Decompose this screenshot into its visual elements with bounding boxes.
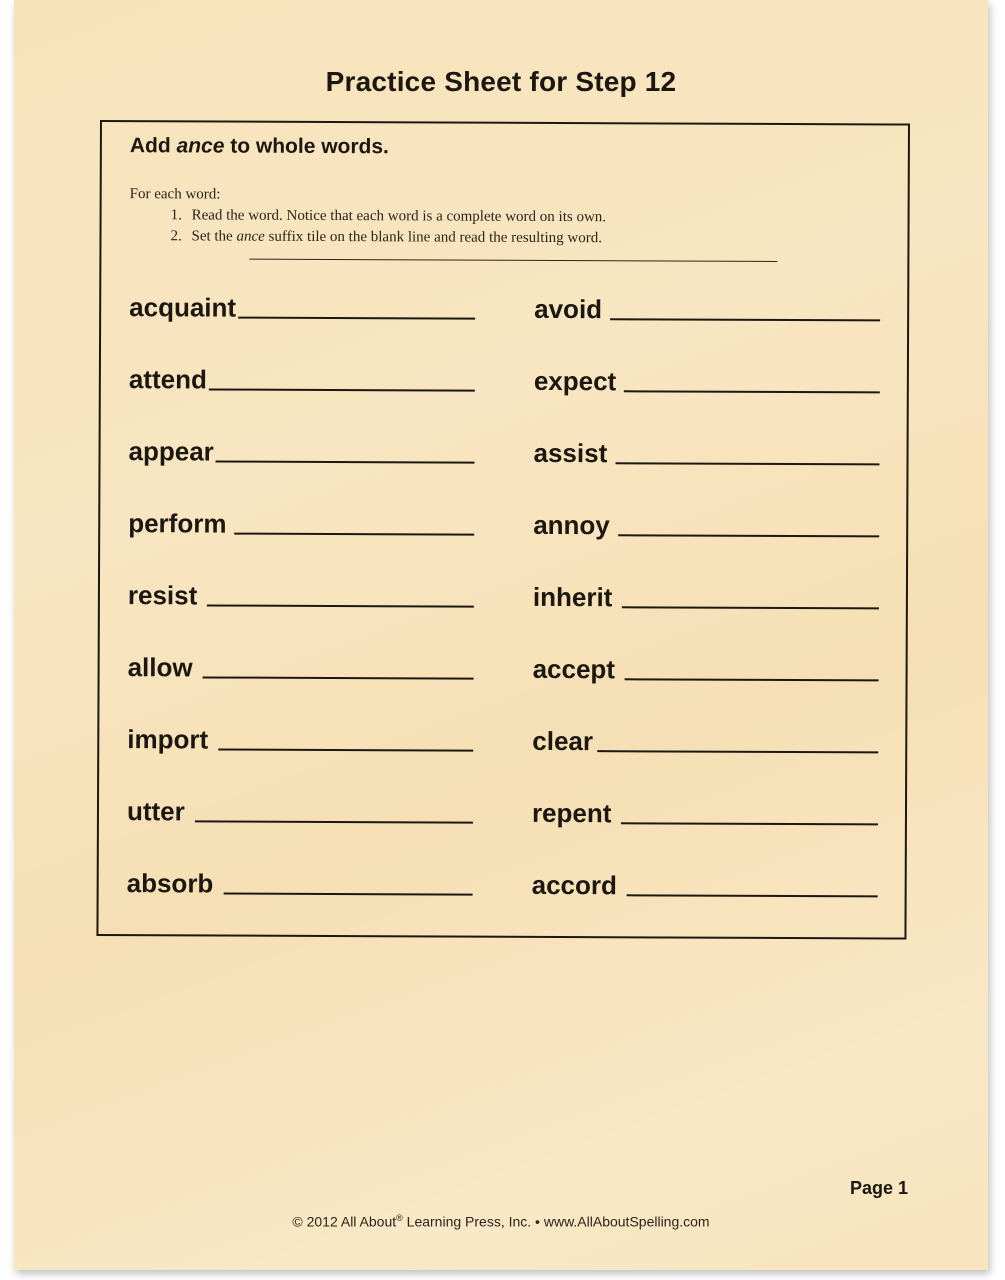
answer-blank[interactable] bbox=[207, 604, 474, 607]
word-item bbox=[533, 504, 879, 542]
word-label: annoy bbox=[533, 509, 610, 541]
word-item bbox=[128, 646, 474, 684]
word-item bbox=[129, 286, 475, 324]
word-label: repent bbox=[531, 797, 612, 829]
answer-blank[interactable] bbox=[223, 893, 472, 896]
exercise-box bbox=[96, 120, 910, 940]
word-label: appear bbox=[128, 436, 214, 467]
answer-blank[interactable] bbox=[195, 820, 473, 823]
word-row bbox=[129, 286, 879, 325]
worksheet-page bbox=[14, 0, 988, 1270]
word-row bbox=[129, 358, 879, 397]
word-label: absorb bbox=[126, 868, 214, 899]
word-label: accord bbox=[531, 869, 617, 901]
word-label: allow bbox=[127, 652, 193, 683]
answer-blank[interactable] bbox=[618, 534, 879, 537]
word-item bbox=[533, 432, 879, 470]
word-item bbox=[127, 718, 473, 756]
word-item bbox=[129, 358, 475, 396]
word-label: perform bbox=[128, 508, 227, 539]
answer-blank[interactable] bbox=[615, 462, 879, 465]
answer-blank[interactable] bbox=[621, 822, 878, 825]
word-label: attend bbox=[128, 364, 207, 395]
word-row bbox=[128, 430, 878, 469]
word-item bbox=[533, 576, 879, 614]
word-row bbox=[128, 502, 878, 541]
answer-blank[interactable] bbox=[622, 606, 879, 609]
registered-mark: ® bbox=[396, 1213, 403, 1223]
word-label: clear bbox=[532, 725, 594, 757]
word-item bbox=[127, 790, 473, 828]
exercise-heading bbox=[130, 134, 389, 159]
word-item bbox=[128, 430, 474, 468]
instructions-intro: For each word: bbox=[129, 186, 221, 203]
word-label: accept bbox=[532, 653, 616, 685]
word-item bbox=[128, 502, 474, 540]
step2-suffix: ance bbox=[236, 228, 265, 245]
word-label: inherit bbox=[532, 581, 613, 613]
word-label: resist bbox=[127, 580, 198, 611]
answer-blank[interactable] bbox=[624, 390, 880, 393]
instructions bbox=[129, 184, 606, 249]
answer-blank[interactable] bbox=[203, 676, 474, 679]
step2-post: suffix tile on the blank line and read the resulting word. bbox=[264, 228, 603, 247]
word-row bbox=[128, 646, 878, 685]
answer-blank[interactable] bbox=[238, 317, 475, 320]
word-item bbox=[534, 288, 880, 326]
heading-post: to whole words. bbox=[224, 134, 389, 159]
copyright-footer bbox=[14, 1213, 988, 1230]
answer-blank[interactable] bbox=[209, 388, 475, 391]
word-label: expect bbox=[533, 365, 617, 397]
word-item bbox=[128, 574, 474, 612]
word-label: acquaint bbox=[129, 292, 237, 323]
word-row bbox=[127, 862, 877, 901]
heading-pre: Add bbox=[129, 134, 177, 158]
word-row bbox=[128, 574, 878, 613]
page-title: Practice Sheet for Step 12 bbox=[325, 66, 677, 97]
instruction-step-1: 1. Read the word. Notice that each word is a complete word on its own. bbox=[186, 205, 607, 228]
answer-blank[interactable] bbox=[218, 749, 473, 752]
answer-blank[interactable] bbox=[610, 318, 880, 321]
copyright-post: Learning Press, Inc. • www.AllAboutSpelling.com bbox=[402, 1213, 710, 1230]
copyright-pre: © 2012 All About bbox=[292, 1213, 397, 1230]
word-item bbox=[534, 360, 880, 398]
word-item bbox=[532, 864, 878, 902]
word-label: assist bbox=[533, 437, 608, 469]
word-row bbox=[127, 718, 877, 757]
step2-pre: Set the bbox=[191, 228, 237, 245]
word-item bbox=[533, 648, 879, 686]
word-label: avoid bbox=[534, 293, 603, 325]
instruction-step-2 bbox=[185, 226, 606, 249]
instructions-list bbox=[129, 205, 606, 249]
answer-blank[interactable] bbox=[597, 750, 878, 753]
word-item bbox=[532, 720, 878, 758]
divider-line bbox=[249, 259, 777, 262]
word-item bbox=[127, 862, 473, 900]
word-row bbox=[127, 790, 877, 829]
page-number: Page 1 bbox=[849, 1178, 908, 1198]
word-item bbox=[532, 792, 878, 830]
answer-blank[interactable] bbox=[627, 894, 878, 897]
answer-blank[interactable] bbox=[216, 461, 475, 464]
answer-blank[interactable] bbox=[625, 678, 879, 681]
word-label: import bbox=[127, 724, 209, 755]
heading-suffix: ance bbox=[176, 134, 225, 158]
word-label: utter bbox=[126, 796, 185, 827]
answer-blank[interactable] bbox=[234, 533, 474, 536]
